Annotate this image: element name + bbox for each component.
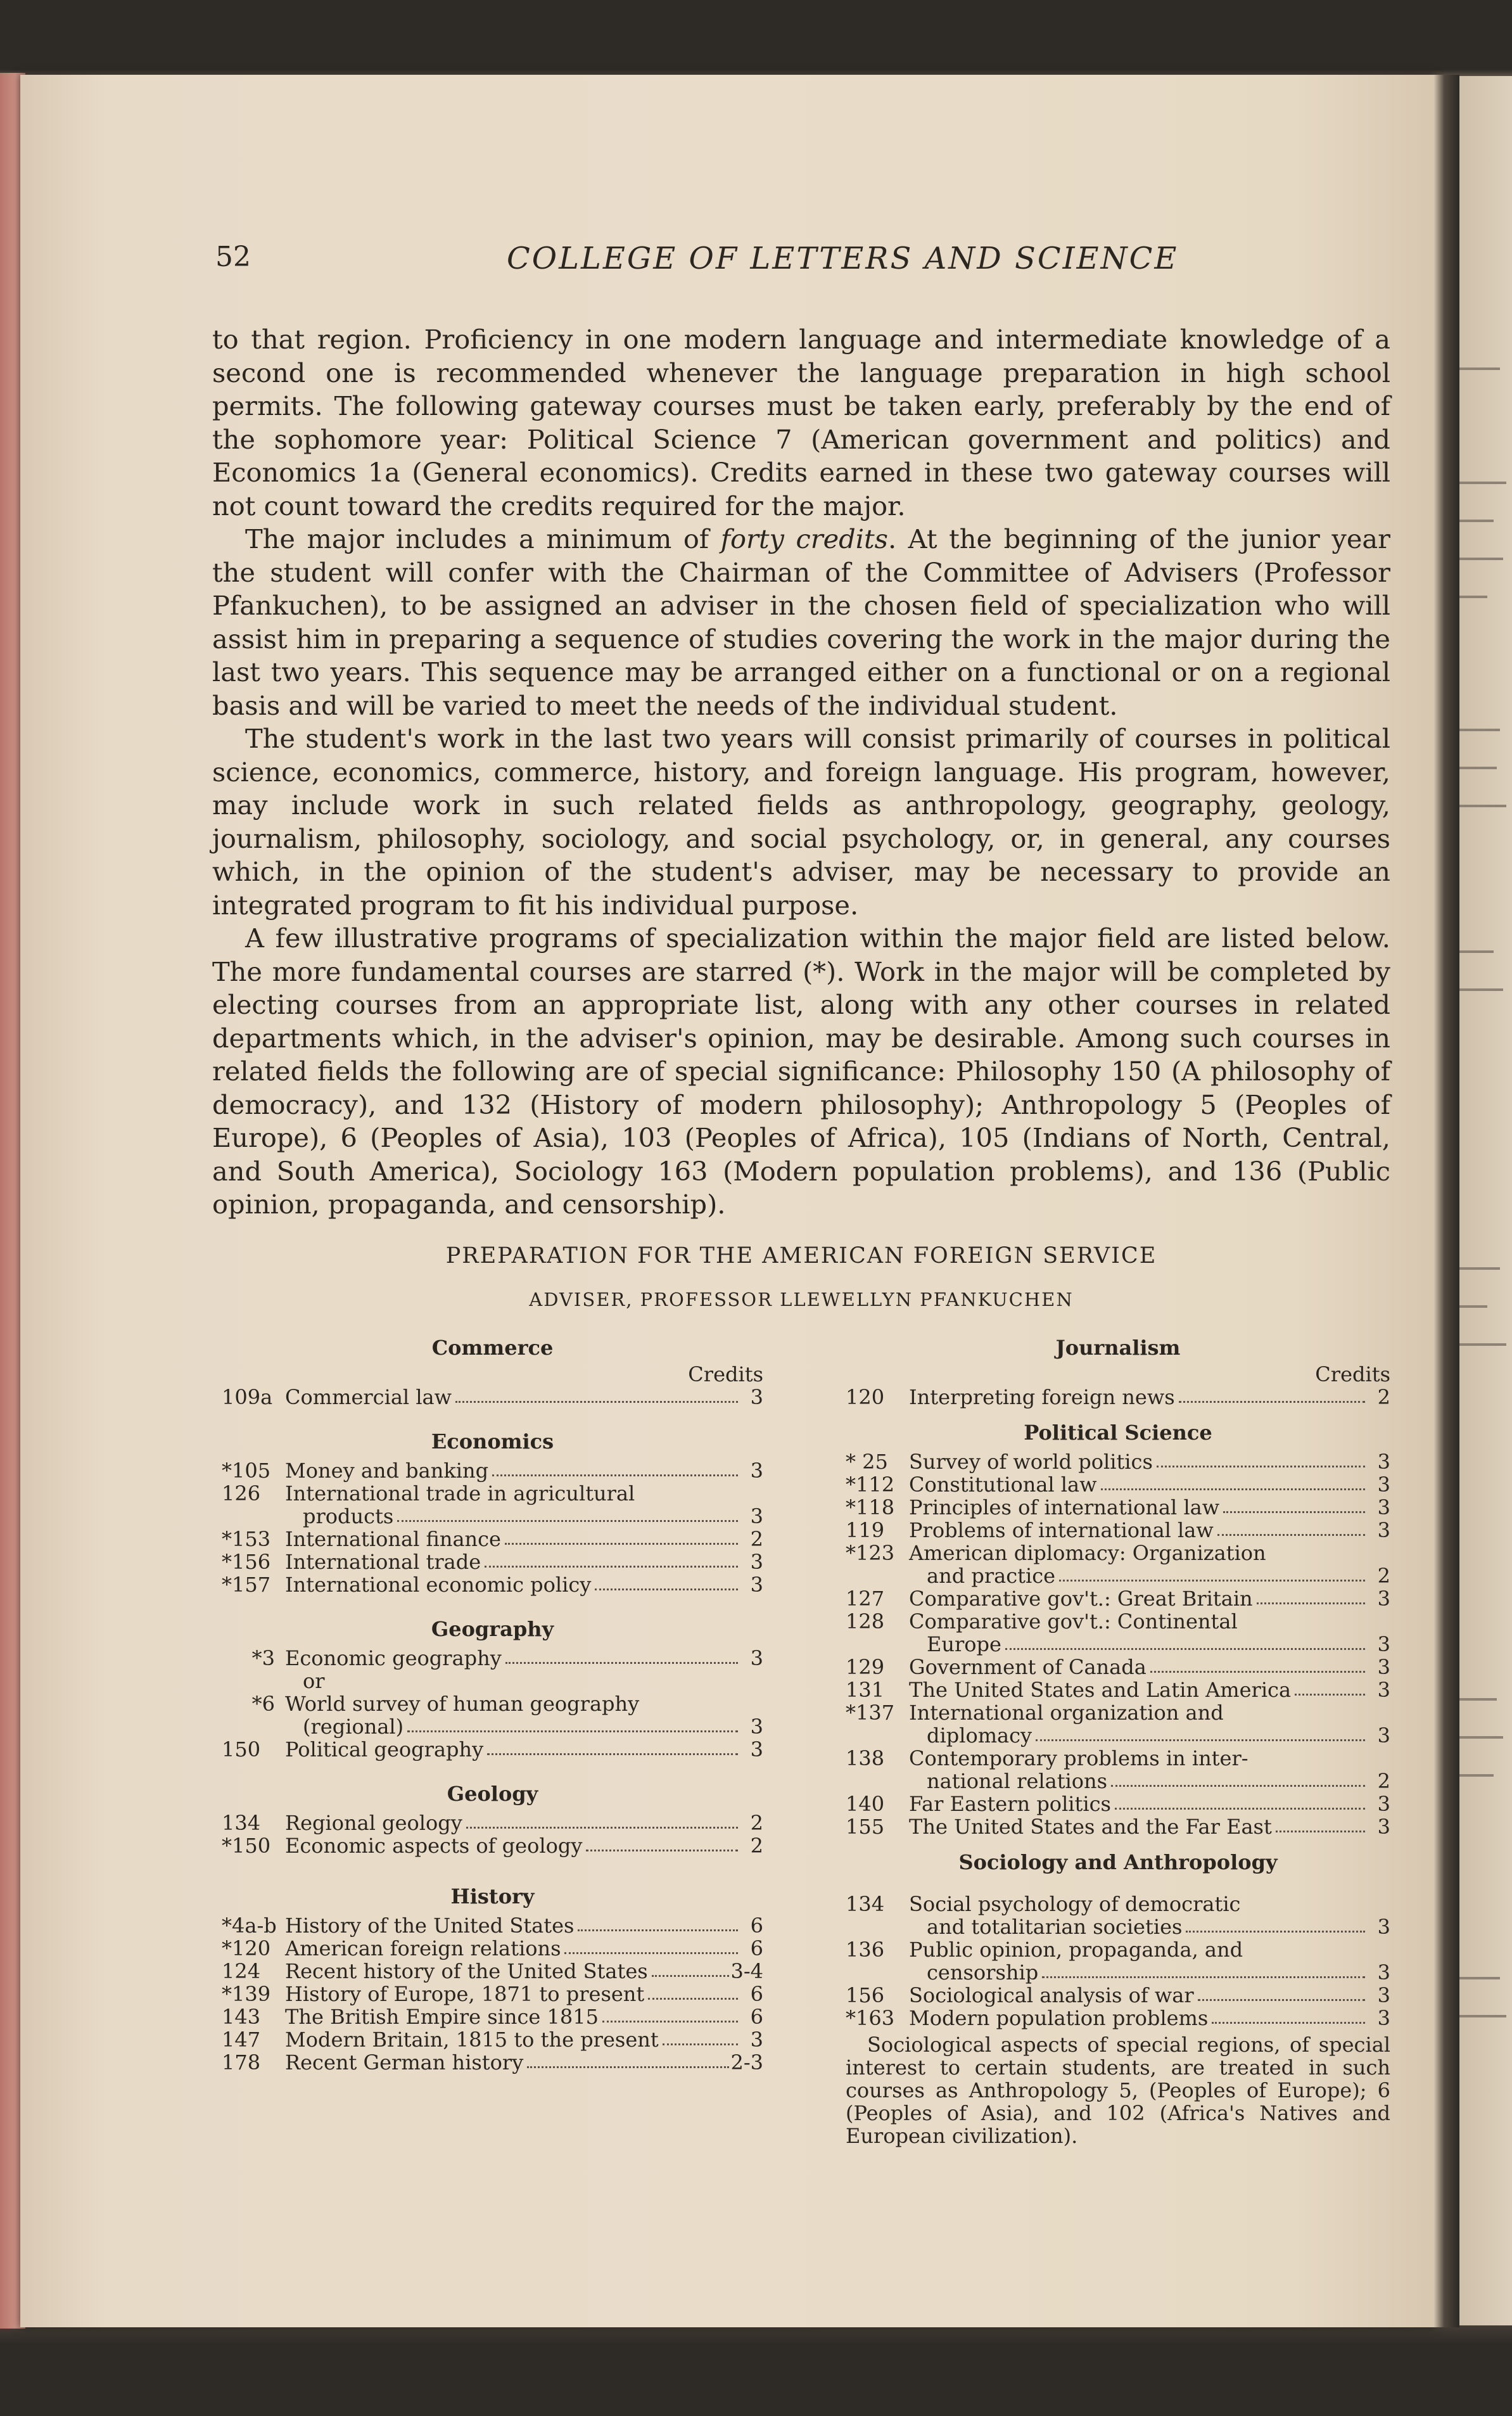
category-heading: Political Science (1024, 1421, 1212, 1445)
running-title: COLLEGE OF LETTERS AND SCIENCE (507, 241, 1179, 276)
category-heading: History (450, 1884, 535, 1908)
body-text (212, 323, 1390, 1222)
course-row: *150 Economic aspects of geology 2 (222, 1834, 763, 1858)
course-row: *6 World survey of human geography (regional) 3 (251, 1692, 763, 1739)
course-row: 126 International trade in agricultural products 3 (222, 1481, 763, 1528)
course-row: *3 Economic geography 3 (251, 1646, 763, 1670)
program-title: PREPARATION FOR THE AMERICAN FOREIGN SERVICE (445, 1243, 1157, 1269)
left-course-column (222, 1327, 763, 2074)
course-row: *123 American diplomacy: Organization and practice 2 (846, 1541, 1390, 1588)
course-row: *163 Modern population problems 3 (846, 2006, 1390, 2030)
course-row: 156 Sociological analysis of war 3 (846, 1983, 1390, 2007)
course-row: 131 The United States and Latin America 3 (846, 1678, 1390, 1702)
course-row: 128 Comparative gov't.: Continental Europe 3 (846, 1609, 1390, 1656)
course-row: 178 Recent German history 2-3 (222, 2050, 763, 2074)
course-row: 147 Modern Britain, 1815 to the present 3 (222, 2028, 763, 2052)
sociology-note: Sociological aspects of special regions, of special interest to certain students, are treated in such courses as Anthropology 5, (Peoples of Europe); 6 (Peoples of Asia), and 102 (Africa's Natives and European civilization). (846, 2033, 1390, 2148)
course-row: 138 Contemporary problems in inter- national relations 2 (846, 1746, 1390, 1793)
course-row: *4a-b History of the United States 6 (222, 1914, 763, 1938)
course-row: 120 Interpreting foreign news 2 (846, 1385, 1390, 1409)
course-row: *137 International organization and diplomacy 3 (846, 1701, 1390, 1748)
paragraph: A few illustrative programs of specialization within the major field are listed below. The more fundamental courses are starred (*). Work in the major will be completed by electing courses from an appropriate list, along with any other courses in related departments which, in the adviser's opinion, may be desirable. Among such courses in related fields the following are of special significance: Philosophy 150 (A philosophy of democracy), and 132 (History of modern philosophy); Anthropology 5 (Peoples of Europe), 6 (Peoples of Asia), 103 (Peoples of Africa), 105 (Indians of North, Central, and South America), Sociology 163 (Modern population problems), and 136 (Public opinion, propaganda, and censorship). (212, 923, 1390, 1220)
right-course-column (846, 1327, 1390, 2147)
course-row: 127 Comparative gov't.: Great Britain 3 (846, 1587, 1390, 1611)
course-row: 136 Public opinion, propaganda, and censorship 3 (846, 1938, 1390, 1985)
program-adviser: ADVISER, PROFESSOR LLEWELLYN PFANKUCHEN (529, 1289, 1074, 1310)
course-row: 140 Far Eastern politics 3 (846, 1792, 1390, 1816)
category-heading: Sociology and Anthropology (958, 1850, 1278, 1874)
course-row: 109a Commercial law 3 (222, 1385, 763, 1409)
paragraph: The student's work in the last two years will consist primarily of courses in political science, economics, commerce, history, and foreign language. His program, however, may include work in such related fields as anthropology, geography, geology, journalism, philosophy, sociology, and social psychology, or, in general, any courses which, in the opinion of the student's adviser, may be necessary to provide an integrated program to fit his individual purpose. (212, 723, 1390, 921)
course-row: *157 International economic policy 3 (222, 1573, 763, 1597)
course-row: 124 Recent history of the United States 3-4 (222, 1959, 763, 1983)
credits-header: Credits (688, 1362, 763, 1386)
category-heading: Geology (447, 1782, 538, 1806)
course-row: 134 Regional geology 2 (222, 1811, 763, 1835)
category-heading: Geography (431, 1617, 554, 1641)
or-separator: or (303, 1669, 325, 1693)
page-header (196, 241, 1400, 285)
course-row: *139 History of Europe, 1871 to present 6 (222, 1982, 763, 2006)
credits-header: Credits (1315, 1362, 1390, 1386)
course-row: 150 Political geography 3 (222, 1737, 763, 1761)
course-row: *120 American foreign relations 6 (222, 1936, 763, 1960)
course-row: 143 The British Empire since 1815 6 (222, 2005, 763, 2029)
course-row: * 25 Survey of world politics 3 (846, 1450, 1390, 1474)
category-heading: Economics (431, 1429, 554, 1454)
course-row: *112 Constitutional law 3 (846, 1473, 1390, 1497)
course-row: 155 The United States and the Far East 3 (846, 1815, 1390, 1839)
course-row: 119 Problems of international law 3 (846, 1518, 1390, 1542)
emphasis: forty credits (720, 523, 888, 554)
page-number: 52 (215, 241, 251, 273)
category-heading: Commerce (431, 1336, 554, 1360)
course-row: *156 International trade 3 (222, 1550, 763, 1574)
course-row: 129 Government of Canada 3 (846, 1655, 1390, 1679)
course-row: 134 Social psychology of democratic and totalitarian societies 3 (846, 1892, 1390, 1939)
course-row: *118 Principles of international law 3 (846, 1495, 1390, 1519)
course-row: *153 International finance 2 (222, 1527, 763, 1551)
paragraph: The major includes a minimum of forty credits. At the beginning of the junior year the student will confer with the Chairman of the Committee of Advisers (Professor Pfankuchen), to be assigned an adviser in the chosen field of specialization who will assist him in preparing a sequence of studies covering the work in the major during the last two years. This sequence may be arranged either on a functional or on a regional basis and will be varied to meet the needs of the individual student. (212, 523, 1390, 721)
course-row: *105 Money and banking 3 (222, 1459, 763, 1483)
category-heading: Journalism (1055, 1336, 1181, 1360)
paragraph: to that region. Proficiency in one modern language and intermediate knowledge of a second one is recommended whenever the language preparation in high school permits. The following gateway courses must be taken early, preferably by the end of the sophomore year: Political Science 7 (American government and politics) and Economics 1a (General economics). Credits earned in these two gateway courses will not count toward the credits required for the major. (212, 324, 1390, 521)
page-gutter (1434, 75, 1459, 2327)
